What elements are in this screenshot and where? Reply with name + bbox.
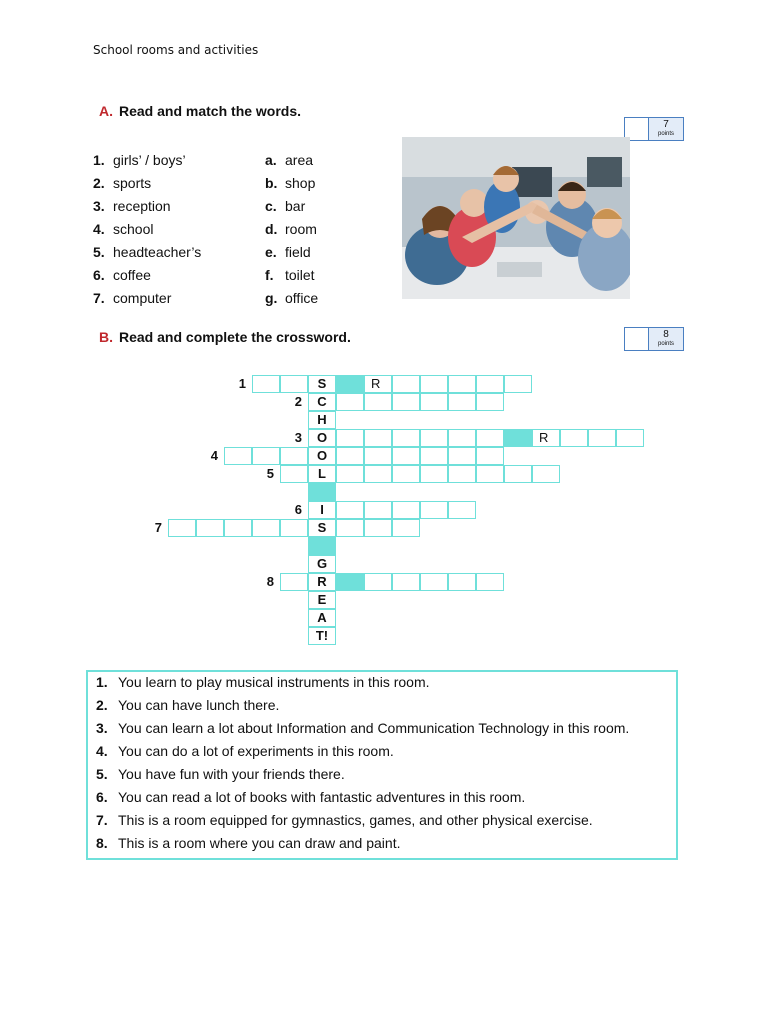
crossword-given-letter: R xyxy=(539,430,549,445)
crossword-key-cell: A xyxy=(308,609,336,627)
match_left-item xyxy=(93,198,171,214)
crossword-cell[interactable] xyxy=(448,447,476,465)
match_left-text: girls’ / boys’ xyxy=(113,152,186,168)
match_left-text: coffee xyxy=(113,267,151,283)
match_right-number: c. xyxy=(265,198,277,214)
crossword-cell[interactable] xyxy=(504,429,532,447)
crossword-cell[interactable] xyxy=(252,447,280,465)
match_right-text: bar xyxy=(285,198,306,214)
match_left-item xyxy=(93,244,201,260)
crossword-key-cell: S xyxy=(308,375,336,393)
match_right-text: toilet xyxy=(285,267,315,283)
match_right-text: office xyxy=(285,290,319,306)
crossword-cell[interactable] xyxy=(392,429,420,447)
clue-item xyxy=(96,743,394,759)
crossword-cell[interactable] xyxy=(392,519,420,537)
clue-text: You can do a lot of experiments in this room. xyxy=(118,743,394,759)
match_left-number: 1. xyxy=(93,152,105,168)
crossword-cell[interactable] xyxy=(336,429,364,447)
match_right-text: area xyxy=(285,152,314,168)
crossword-row-number: 6 xyxy=(294,502,302,517)
crossword-key-cell xyxy=(308,537,336,555)
crossword-key-cell: S xyxy=(308,519,336,537)
match_left-number: 3. xyxy=(93,198,105,214)
crossword-cell[interactable] xyxy=(476,429,504,447)
crossword-key-cell: I xyxy=(308,501,336,519)
clue-item xyxy=(96,720,629,736)
crossword-cell[interactable] xyxy=(532,465,560,483)
crossword-given-letter: R xyxy=(371,376,381,391)
crossword-row-number: 7 xyxy=(154,520,162,535)
crossword-cell[interactable] xyxy=(280,573,308,591)
children-teamwork-photo xyxy=(402,137,630,299)
crossword-cell[interactable] xyxy=(588,429,616,447)
match_right-item xyxy=(265,244,311,260)
crossword-cell[interactable] xyxy=(364,429,392,447)
match_left-text: school xyxy=(113,221,154,237)
match_left-number: 7. xyxy=(93,290,105,306)
match_left-item xyxy=(93,175,151,191)
section-b-letter: B. xyxy=(99,329,113,345)
crossword-key-cell: G xyxy=(308,555,336,573)
clue-text: You have fun with your friends there. xyxy=(118,766,345,782)
clue-item xyxy=(96,766,345,782)
match_left-number: 5. xyxy=(93,244,105,260)
match_left-item xyxy=(93,267,151,283)
crossword-key-cell: L xyxy=(308,465,336,483)
crossword-row-number: 2 xyxy=(294,394,302,409)
clue-number: 4. xyxy=(96,743,108,759)
crossword-cell[interactable] xyxy=(476,447,504,465)
crossword-cell[interactable] xyxy=(448,501,476,519)
clue-item xyxy=(96,812,593,828)
crossword-cell[interactable] xyxy=(336,465,364,483)
crossword-cell[interactable] xyxy=(252,519,280,537)
crossword-cell[interactable] xyxy=(420,447,448,465)
clue-item xyxy=(96,674,430,690)
match_right-text: shop xyxy=(285,175,316,191)
crossword-cell[interactable] xyxy=(336,447,364,465)
crossword-cell[interactable] xyxy=(196,519,224,537)
match_right-item xyxy=(265,290,318,306)
crossword-cell[interactable] xyxy=(504,375,532,393)
match_right-number: a. xyxy=(265,152,277,168)
crossword-key-cell: C xyxy=(308,393,336,411)
clue-item xyxy=(96,789,525,805)
crossword-row-number: 4 xyxy=(210,448,218,463)
crossword-key-cell: T! xyxy=(308,627,336,645)
crossword-cell[interactable] xyxy=(364,393,392,411)
document-title: School rooms and activities xyxy=(93,43,259,57)
crossword-cell[interactable] xyxy=(392,447,420,465)
clue-number: 5. xyxy=(96,766,108,782)
crossword-cell[interactable] xyxy=(420,393,448,411)
match_right-item xyxy=(265,175,315,191)
crossword-row-number: 3 xyxy=(294,430,302,445)
match_right-item xyxy=(265,267,315,283)
match_left-item xyxy=(93,290,171,306)
score-points: 8 points xyxy=(649,328,683,350)
match_left-text: computer xyxy=(113,290,172,306)
clue-text: You can read a lot of books with fantastic adventures in this room. xyxy=(118,789,526,805)
crossword-cell[interactable] xyxy=(532,429,560,447)
section-a-title: Read and match the words. xyxy=(119,103,302,119)
crossword-cell[interactable] xyxy=(336,375,364,393)
crossword-cell[interactable] xyxy=(616,429,644,447)
clue-number: 3. xyxy=(96,720,108,736)
crossword-cell[interactable] xyxy=(336,573,364,591)
score-entry-field[interactable] xyxy=(625,328,649,350)
crossword-cell[interactable] xyxy=(448,429,476,447)
crossword-cell[interactable] xyxy=(504,465,532,483)
clue-number: 2. xyxy=(96,697,108,713)
crossword-cell[interactable] xyxy=(336,519,364,537)
crossword-cell[interactable] xyxy=(420,465,448,483)
match_left-number: 6. xyxy=(93,267,105,283)
clue-text: You can have lunch there. xyxy=(118,697,280,713)
crossword-cell[interactable] xyxy=(420,429,448,447)
crossword-cell[interactable] xyxy=(364,447,392,465)
crossword-cell[interactable] xyxy=(448,375,476,393)
crossword-key-cell: O xyxy=(308,429,336,447)
crossword-cell[interactable] xyxy=(364,465,392,483)
match_right-item xyxy=(265,152,313,168)
crossword-row-number: 5 xyxy=(266,466,274,481)
crossword-cell[interactable] xyxy=(476,375,504,393)
clue-number: 7. xyxy=(96,812,108,828)
clue-item xyxy=(96,835,400,851)
crossword-cell[interactable] xyxy=(364,519,392,537)
match_left-text: headteacher’s xyxy=(113,244,202,260)
clue-item xyxy=(96,697,279,713)
crossword-row-number: 8 xyxy=(266,574,274,589)
section-a-letter: A. xyxy=(99,103,113,119)
section-a-score-box[interactable] xyxy=(624,117,684,141)
match_right-text: field xyxy=(285,244,311,260)
crossword-cell[interactable] xyxy=(560,429,588,447)
crossword-cell[interactable] xyxy=(420,375,448,393)
clue-number: 8. xyxy=(96,835,108,851)
clue-number: 1. xyxy=(96,674,108,690)
crossword-cell[interactable] xyxy=(420,573,448,591)
match_right-item xyxy=(265,221,317,237)
crossword-key-cell: O xyxy=(308,447,336,465)
clue-number: 6. xyxy=(96,789,108,805)
match_left-number: 2. xyxy=(93,175,105,191)
section-a-heading xyxy=(99,103,301,119)
crossword-cell[interactable] xyxy=(476,573,504,591)
match_right-number: e. xyxy=(265,244,277,260)
match_left-number: 4. xyxy=(93,221,105,237)
crossword-cell[interactable] xyxy=(364,573,392,591)
match_left-item xyxy=(93,152,186,168)
crossword-cell[interactable] xyxy=(476,393,504,411)
match_right-number: f. xyxy=(265,267,274,283)
clue-text: You can learn a lot about Information and Communication Technology in this room. xyxy=(118,720,630,736)
crossword-cell[interactable] xyxy=(168,519,196,537)
match_right-number: b. xyxy=(265,175,278,191)
crossword-cell[interactable] xyxy=(448,573,476,591)
clue-text: You learn to play musical instruments in this room. xyxy=(118,674,430,690)
crossword-cell[interactable] xyxy=(280,447,308,465)
section-b-score-box[interactable] xyxy=(624,327,684,351)
clue-list xyxy=(86,670,678,860)
crossword-cell[interactable] xyxy=(280,465,308,483)
crossword-cell[interactable] xyxy=(224,447,252,465)
crossword-cell[interactable] xyxy=(224,519,252,537)
crossword-cell[interactable] xyxy=(336,393,364,411)
clue-text: This is a room where you can draw and paint. xyxy=(118,835,401,851)
crossword-cell[interactable] xyxy=(364,375,392,393)
crossword-cell[interactable] xyxy=(392,501,420,519)
crossword-cell[interactable] xyxy=(392,393,420,411)
match_right-number: d. xyxy=(265,221,278,237)
crossword-cell[interactable] xyxy=(392,375,420,393)
match_left-text: reception xyxy=(113,198,171,214)
crossword-cell[interactable] xyxy=(448,393,476,411)
section-b-heading xyxy=(99,329,351,345)
crossword-cell[interactable] xyxy=(448,465,476,483)
crossword-cell[interactable] xyxy=(280,519,308,537)
match_left-text: sports xyxy=(113,175,152,191)
crossword-cell[interactable] xyxy=(392,465,420,483)
crossword-key-cell xyxy=(308,483,336,501)
section-b-title: Read and complete the crossword. xyxy=(119,329,351,345)
match_right-number: g. xyxy=(265,290,278,306)
crossword-key-cell: H xyxy=(308,411,336,429)
match_right-item xyxy=(265,198,305,214)
crossword-key-cell: R xyxy=(308,573,336,591)
crossword-cell[interactable] xyxy=(336,501,364,519)
score-points: 7 points xyxy=(649,118,683,140)
match_left-item xyxy=(93,221,153,237)
crossword-cell[interactable] xyxy=(364,501,392,519)
clue-text: This is a room equipped for gymnastics, games, and other physical exercise. xyxy=(118,812,593,828)
crossword-key-cell: E xyxy=(308,591,336,609)
crossword-row-number: 1 xyxy=(238,376,246,391)
crossword-cell[interactable] xyxy=(252,375,280,393)
crossword-cell[interactable] xyxy=(280,375,308,393)
match_right-text: room xyxy=(285,221,317,237)
crossword-cell[interactable] xyxy=(420,501,448,519)
crossword-cell[interactable] xyxy=(392,573,420,591)
crossword-cell[interactable] xyxy=(476,465,504,483)
